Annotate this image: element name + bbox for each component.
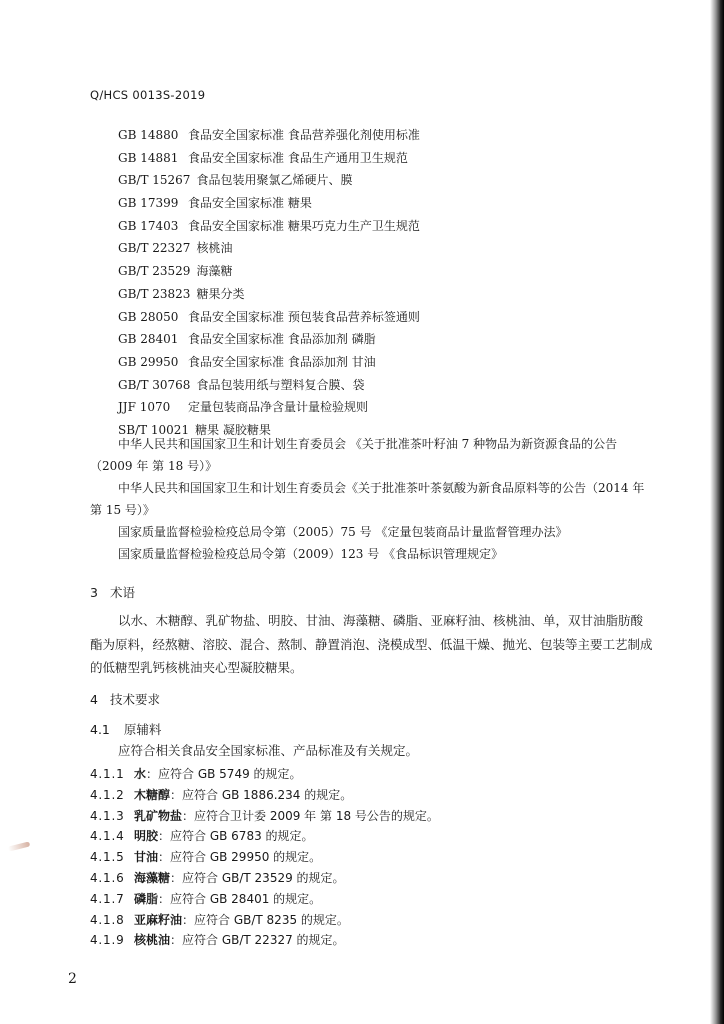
reference-code: JJF 1070 (118, 400, 171, 415)
clause-item (90, 847, 650, 868)
reference-code: GB 17403 (118, 218, 179, 233)
clause-number: 4.1.2 (90, 787, 125, 802)
reference-item (118, 237, 658, 260)
section-number: 4 (90, 692, 98, 707)
reference-title: 食品安全国家标准 食品营养强化剂使用标准 (188, 128, 420, 142)
clause-item (90, 889, 650, 910)
section-heading-technical-requirements (90, 690, 160, 708)
clause-text: ：应符合 GB/T 23529 的规定。 (170, 870, 345, 885)
clause-list (90, 764, 650, 951)
clause-name: 水 (134, 767, 147, 781)
scan-speck (8, 841, 31, 851)
term-definition: 以水、木糖醇、乳矿物盐、明胶、甘油、海藻糖、磷脂、亚麻籽油、核桃油、单，双甘油脂肪酸酯为原料，经熬糖、溶胶、混合、熬制、静置消泡、浇模成型、低温干燥、抛光、包装等主要工艺制成的低糖型乳钙核桃油夹心型凝胶糖果。 (90, 613, 653, 675)
clause-name: 明胶 (134, 829, 159, 844)
reference-title: 食品安全国家标准 糖果巧克力生产卫生规范 (188, 218, 420, 233)
subsection-heading-raw-materials (90, 720, 161, 738)
reference-title: 糖果 凝胶糖果 (195, 422, 271, 437)
reference-item (118, 374, 658, 397)
reference-code: GB/T 30768 (118, 377, 191, 392)
scan-edge-shadow (710, 0, 724, 1024)
normative-reference-list (118, 124, 658, 442)
clause-number: 4.1.7 (90, 891, 125, 906)
clause-number: 4.1.6 (90, 870, 125, 885)
clause-text: ：应符合 GB 5749 的规定。 (146, 767, 302, 781)
page-number: 2 (68, 971, 77, 987)
subsection-intro: 应符合相关食品安全国家标准、产品标准及有关规定。 (118, 743, 419, 758)
reference-item (118, 396, 658, 419)
section-number: 3 (90, 585, 98, 600)
regulation-item: 中华人民共和国国家卫生和计划生育委员会《关于批准茶叶茶氨酸为新食品原料等的公告（2014 年 第 15 号）》 (90, 481, 645, 517)
reference-code: GB 14880 (118, 128, 179, 142)
reference-code: GB/T 23823 (118, 286, 191, 301)
clause-number: 4.1.3 (90, 808, 125, 823)
clause-name: 乳矿物盐 (134, 808, 183, 823)
reference-title: 海藻糖 (196, 264, 233, 279)
clause-text: ：应符合 GB 29950 的规定。 (158, 850, 322, 865)
regulation-item: 国家质量监督检验检疫总局令第（2009）123 号 《食品标识管理规定》 (118, 547, 504, 561)
clause-item (90, 764, 650, 785)
reference-code: GB/T 22327 (118, 241, 191, 256)
section-title: 术语 (109, 585, 135, 600)
reference-item (118, 283, 658, 306)
clause-number: 4.1.1 (90, 767, 125, 781)
clause-name: 亚麻籽油 (134, 912, 183, 927)
clause-name: 磷脂 (134, 891, 159, 906)
reference-item (118, 169, 658, 192)
regulation-item: 中华人民共和国国家卫生和计划生育委员会 《关于批准茶叶籽油 7 种物品为新资源食品的公告（2009 年 第 18 号）》 (90, 437, 618, 473)
clause-item (90, 910, 650, 931)
clause-text: ：应符合 GB 28401 的规定。 (158, 891, 322, 906)
reference-item (118, 260, 658, 283)
document-code: Q/HCS 0013S-2019 (90, 88, 206, 102)
reference-title: 定量包装商品净含量计量检验规则 (188, 400, 369, 415)
clause-item (90, 868, 650, 889)
reference-code: GB 29950 (118, 354, 179, 369)
reference-item (118, 351, 658, 374)
clause-name: 核桃油 (134, 933, 171, 948)
clause-item (90, 826, 650, 847)
reference-title: 食品安全国家标准 糖果 (188, 196, 312, 211)
reference-item (118, 215, 658, 238)
reference-item (118, 192, 658, 215)
clause-item (90, 930, 650, 951)
reference-item (118, 124, 658, 147)
clause-text: ：应符合卫计委 2009 年 第 18 号公告的规定。 (182, 808, 439, 823)
reference-code: GB 28401 (118, 332, 179, 347)
clause-text: ：应符合 GB 1886.234 的规定。 (170, 787, 353, 802)
clause-name: 甘油 (134, 850, 159, 865)
subsection-title: 原辅料 (123, 722, 162, 737)
reference-title: 食品包装用聚氯乙烯硬片、膜 (196, 173, 353, 188)
clause-item (90, 785, 650, 806)
reference-code: GB/T 15267 (118, 173, 191, 188)
clause-item (90, 806, 650, 827)
reference-title: 食品安全国家标准 预包装食品营养标签通则 (188, 309, 420, 324)
reference-code: GB 28050 (118, 309, 179, 324)
reference-item (118, 306, 658, 329)
reference-item (118, 147, 658, 170)
reference-title: 食品安全国家标准 食品添加剂 甘油 (188, 354, 376, 369)
reference-code: SB/T 10021 (118, 422, 190, 437)
reference-code: GB 14881 (118, 150, 179, 165)
clause-text: ：应符合 GB/T 8235 的规定。 (182, 912, 349, 927)
clause-text: ：应符合 GB 6783 的规定。 (158, 829, 314, 844)
clause-number: 4.1.9 (90, 933, 125, 948)
clause-number: 4.1.8 (90, 912, 125, 927)
regulation-item: 国家质量监督检验检疫总局令第（2005）75 号 《定量包装商品计量监督管理办法》 (118, 525, 568, 539)
reference-code: GB/T 23529 (118, 264, 191, 279)
clause-number: 4.1.5 (90, 850, 125, 865)
reference-item (118, 328, 658, 351)
reference-title: 食品安全国家标准 食品添加剂 磷脂 (188, 332, 376, 347)
reference-code: GB 17399 (118, 196, 179, 211)
reference-title: 食品包装用纸与塑料复合膜、袋 (196, 377, 365, 392)
regulation-list (90, 433, 654, 565)
section-heading-terms (90, 583, 135, 601)
clause-name: 海藻糖 (134, 870, 171, 885)
section-title: 技术要求 (109, 692, 160, 707)
reference-title: 糖果分类 (196, 286, 245, 301)
subsection-number: 4.1 (90, 722, 110, 737)
clause-name: 木糖醇 (134, 787, 171, 802)
reference-title: 食品安全国家标准 食品生产通用卫生规范 (188, 150, 408, 165)
reference-title: 核桃油 (196, 241, 233, 256)
clause-text: ：应符合 GB/T 22327 的规定。 (170, 933, 345, 948)
clause-number: 4.1.4 (90, 829, 125, 844)
